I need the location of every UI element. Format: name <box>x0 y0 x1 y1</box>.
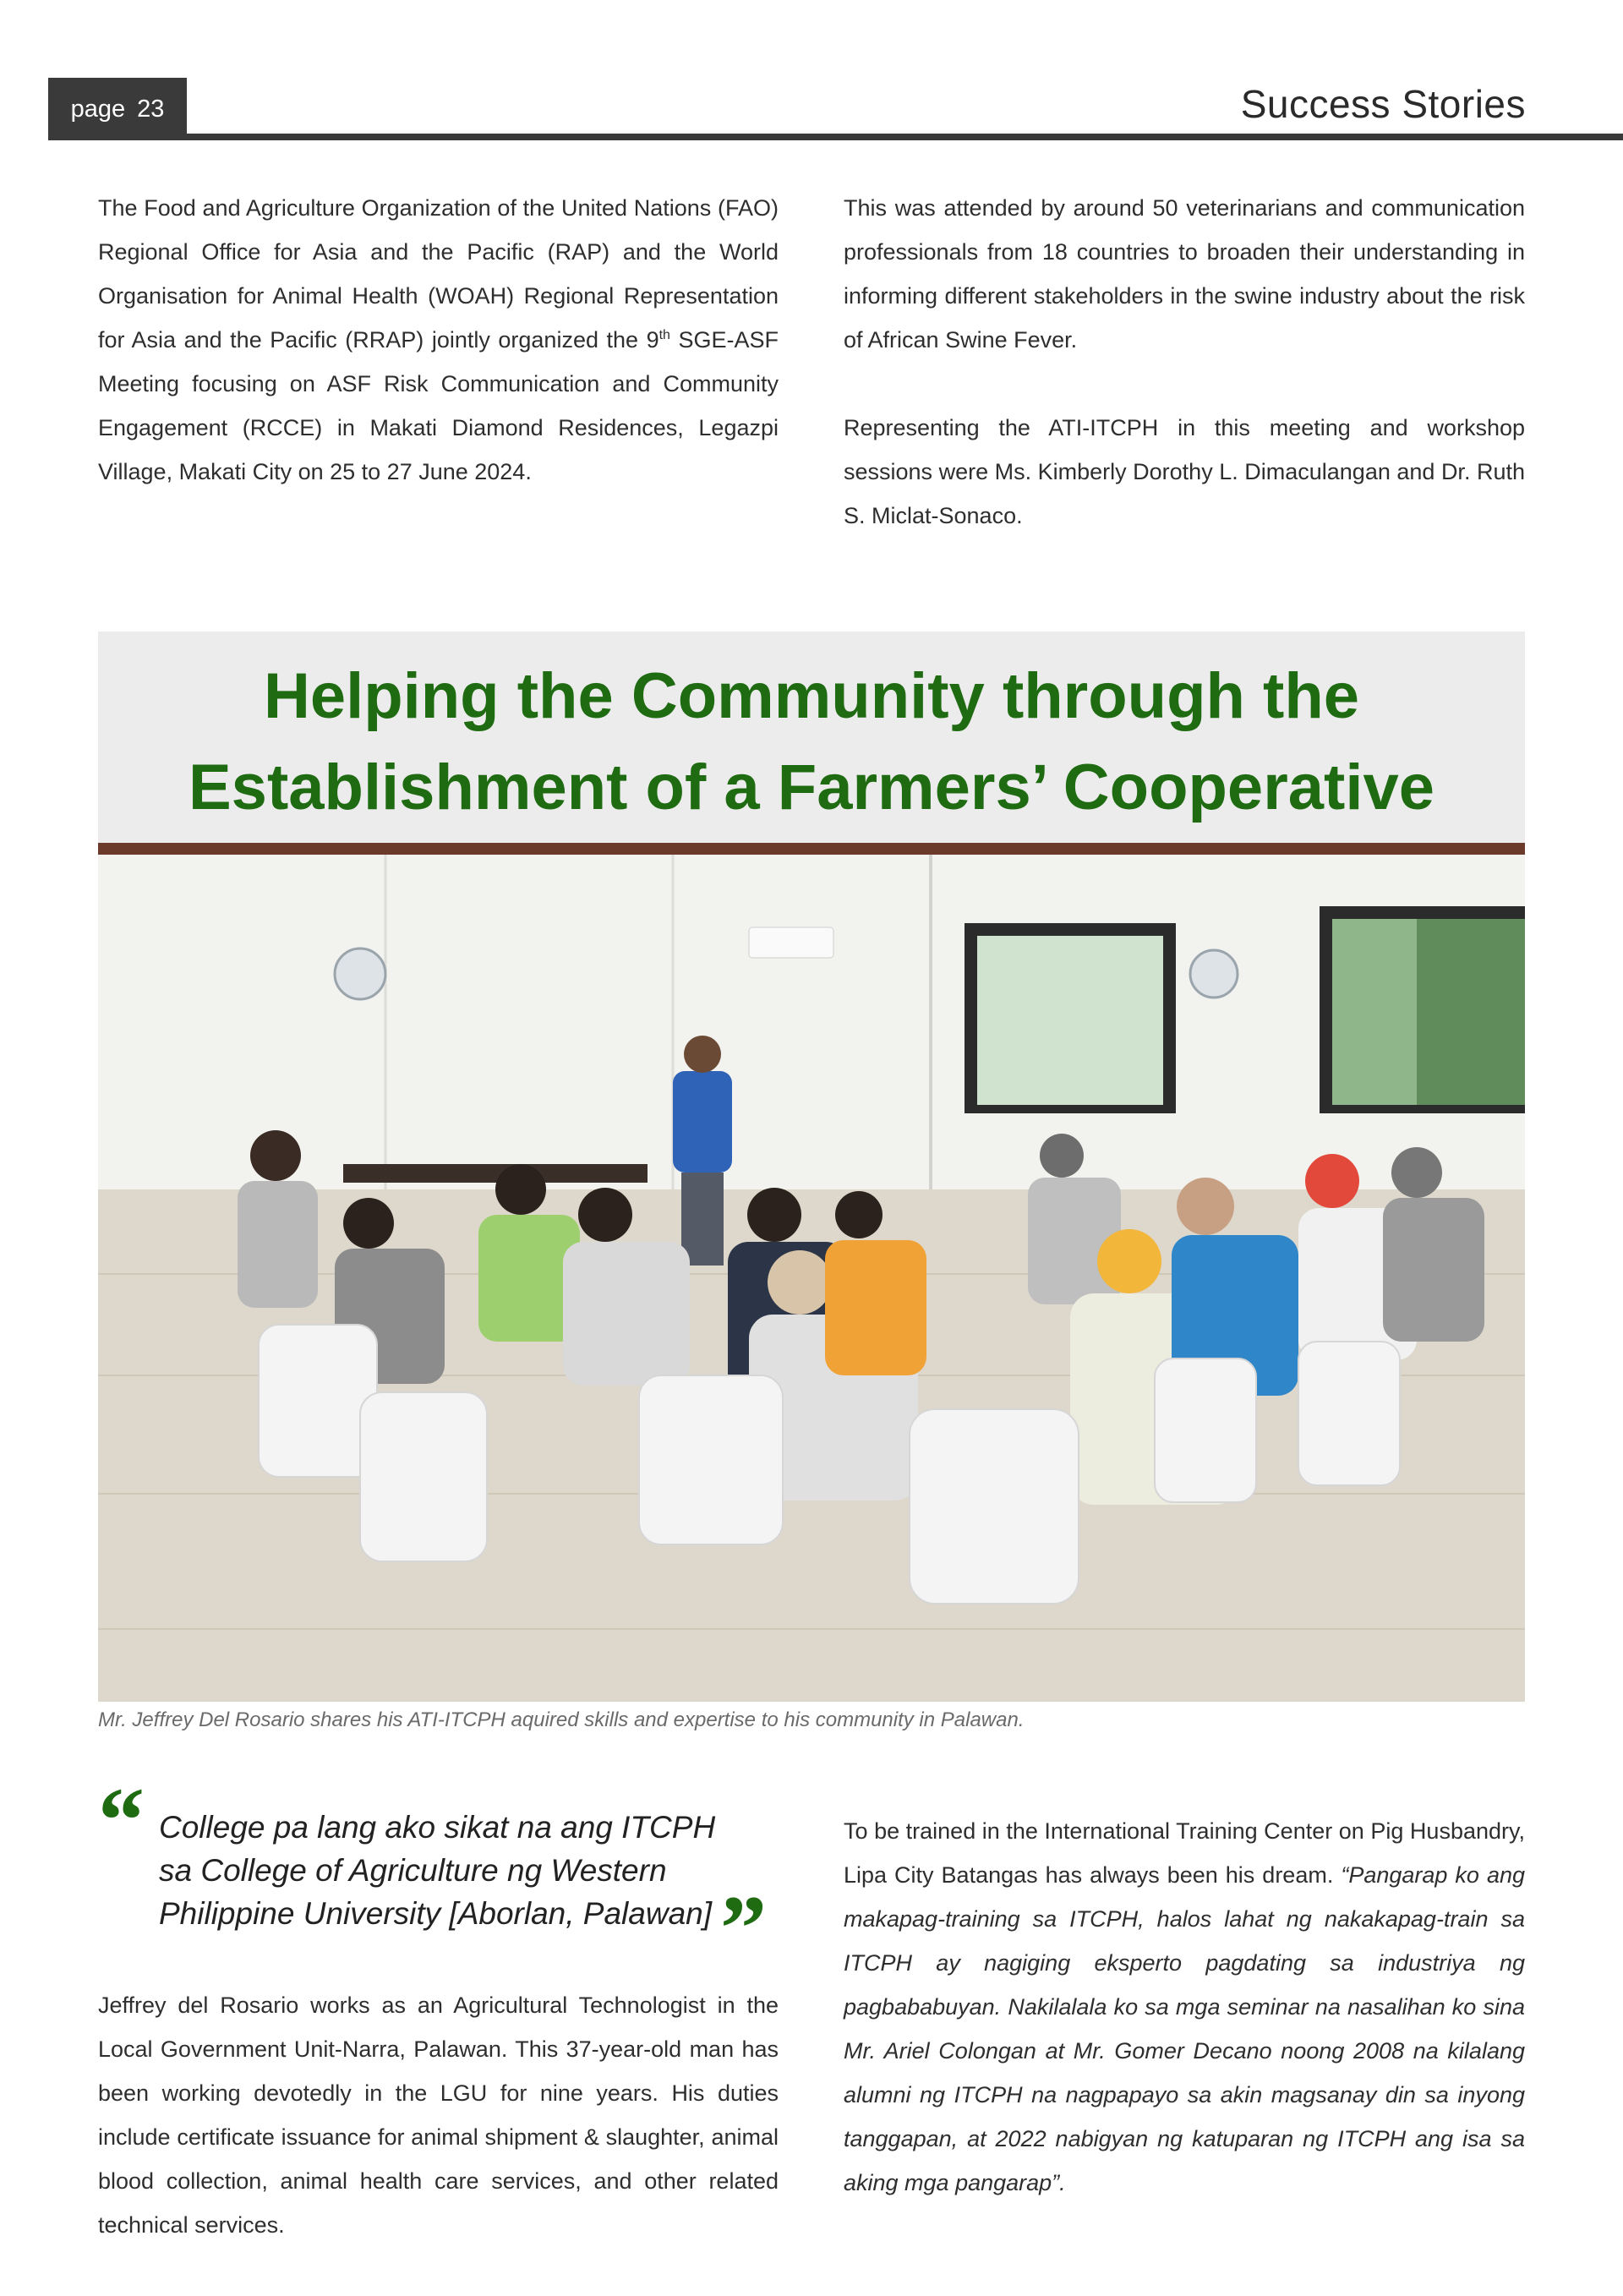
page-label: page <box>70 95 126 123</box>
header-rule <box>48 134 1623 140</box>
body-left-column <box>98 1983 779 2247</box>
body-paragraph-left: Jeffrey del Rosario works as an Agricultural Technologist in the Local Government Unit-Narra, Palawan. This 37-year-old man has been working devotedly in the LGU for nine years. His duties include certificate issuance for animal shipment & slaughter, animal blood collection, animal health care services, and other related technical services. <box>98 1993 779 2238</box>
close-quote-icon: ” <box>720 1877 767 1980</box>
open-quote-icon: “ <box>98 1768 145 1872</box>
body-paragraph-right: To be trained in the International Training Center on Pig Husbandry, Lipa City Batangas has always been his dream. “Pangarap ko ang makapag-training sa ITCPH, halos lahat ng nakakapag-train sa ITCPH ay nagiging eksperto pagdating sa industriya ng pagbababuyan. Nakilalala ko sa mga seminar na nasalihan ko sina Mr. Ariel Colongan at Mr. Gomer Decano noong 2008 na kilalang alumni ng ITCPH na nagpapayo sa akin magsanay din sa inyong tanggapan, at 2022 nabigyan ng katuparan ng ITCPH ang isa sa aking mga pangarap”. <box>844 1818 1526 2195</box>
feature-headline: Helping the Community through the Establishment of a Farmers’ Cooperative <box>188 660 1435 823</box>
intro-paragraph-3: Representing the ATI-ITCPH in this meeting and workshop sessions were Ms. Kimberly Dorothy L. Dimaculangan and Dr. Ruth S. Miclat-Sonaco. <box>844 415 1525 528</box>
body-right-column <box>844 1809 1525 2205</box>
intro-left-column <box>98 186 779 494</box>
section-title: Success Stories <box>1240 82 1526 126</box>
intro-paragraph-2: This was attended by around 50 veterinarians and communication professionals from 18 countries to broaden their understanding in informing different stakeholders in the swine industry about the risk of African Swine Fever. <box>844 195 1525 353</box>
intro-paragraph-1: The Food and Agriculture Organization of the United Nations (FAO) Regional Office for Asia and the Pacific (RAP) and the World Organisation for Animal Health (WOAH) Regional Representation for Asia and the Pacific (RRAP) jointly organized the 9th SGE-ASF Meeting focusing on ASF Risk Communication and Community Engagement (RCCE) in Makati Diamond Residences, Legazpi Village, Makati City on 25 to 27 June 2024. <box>98 195 779 484</box>
page-number: 23 <box>137 95 165 123</box>
page-number-tab <box>48 78 187 140</box>
photo-caption: Mr. Jeffrey Del Rosario shares his ATI-ITCPH aquired skills and expertise to his community in Palawan. <box>98 1708 1025 1731</box>
pull-quote: College pa lang ako sikat na ang ITCPH sa College of Agriculture ng Western Philippine University [Aborlan, Palawan] <box>159 1810 716 1931</box>
intro-right-column <box>844 186 1525 538</box>
